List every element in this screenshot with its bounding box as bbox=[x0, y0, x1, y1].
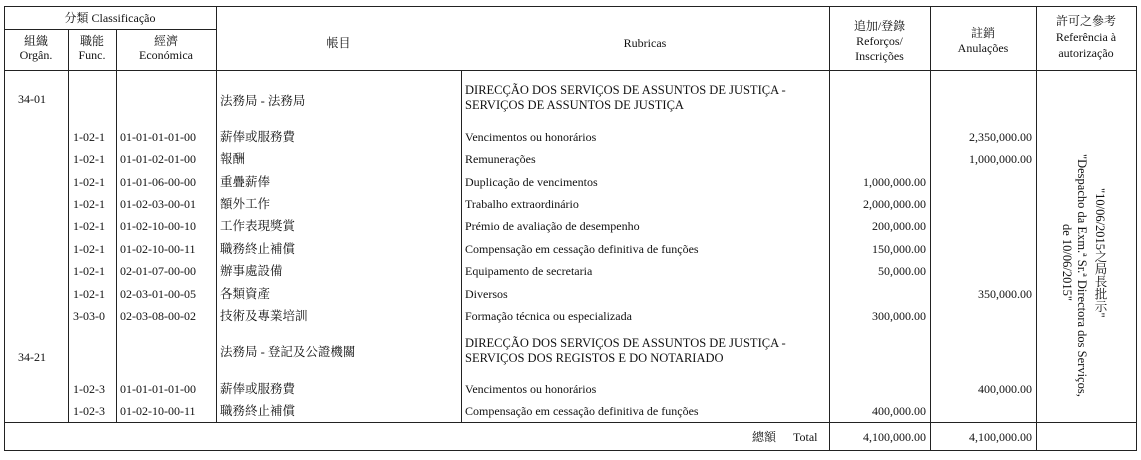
row-name-pt: Diversos bbox=[465, 287, 508, 301]
row-func-code: 1-02-1 bbox=[73, 219, 105, 233]
row-name-pt: Vencimentos ou honorários bbox=[465, 382, 597, 396]
rule-econ-rubric bbox=[216, 6, 217, 422]
header-reinforce-pt1: Reforços/ bbox=[856, 34, 903, 48]
rule-classification bbox=[4, 29, 216, 30]
row-econ-code: 02-03-01-00-05 bbox=[120, 287, 196, 301]
row-func-code: 1-02-1 bbox=[73, 197, 105, 211]
total-cancel: 4,100,000.00 bbox=[969, 430, 1032, 444]
header-cancel-zh: 註銷 bbox=[970, 26, 995, 40]
row-name-pt: Trabalho extraordinário bbox=[465, 197, 579, 211]
row-func-code: 1-02-1 bbox=[73, 175, 105, 189]
row-econ-code: 01-02-10-00-11 bbox=[120, 242, 196, 256]
row-econ-code: 02-03-08-00-02 bbox=[120, 309, 196, 323]
rule-top bbox=[4, 6, 1137, 7]
row-econ-code: 01-02-03-00-01 bbox=[120, 197, 196, 211]
header-func-zh: 職能 bbox=[79, 34, 104, 48]
row-econ-code: 01-02-10-00-11 bbox=[120, 404, 196, 418]
section-name-zh: 法務局 - 法務局 bbox=[220, 94, 306, 108]
total-label-pt: Total bbox=[793, 430, 818, 444]
row-econ-code: 01-01-02-01-00 bbox=[120, 152, 196, 166]
row-name-zh: 薪俸或服務費 bbox=[220, 130, 296, 144]
rule-org-func bbox=[68, 29, 69, 422]
section-org-code: 34-21 bbox=[18, 350, 46, 364]
rule-header-bottom bbox=[4, 70, 1137, 71]
row-name-zh: 職務終止補償 bbox=[220, 404, 296, 418]
row-reinforce: 300,000.00 bbox=[872, 309, 926, 323]
row-name-zh: 工作表現獎賞 bbox=[220, 219, 296, 233]
header-rubric-pt: Rubricas bbox=[623, 36, 667, 50]
rule-left bbox=[4, 6, 5, 451]
rule-right bbox=[1136, 6, 1137, 451]
row-cancel: 2,350,000.00 bbox=[969, 130, 1032, 144]
row-name-pt: Equipamento de secretaria bbox=[465, 264, 593, 278]
rule-total-top bbox=[4, 422, 1137, 423]
row-cancel: 1,000,000.00 bbox=[969, 152, 1032, 166]
row-name-pt: Duplicação de vencimentos bbox=[465, 175, 598, 189]
row-econ-code: 01-02-10-00-10 bbox=[120, 219, 196, 233]
section-name-pt: DIRECÇÃO DOS SERVIÇOS DE ASSUNTOS DE JUSTIÇA - bbox=[465, 336, 786, 350]
row-reinforce: 50,000.00 bbox=[878, 264, 926, 278]
row-func-code: 1-02-3 bbox=[73, 382, 105, 396]
rule-rubric-zh-pt bbox=[461, 70, 462, 422]
row-cancel: 400,000.00 bbox=[978, 382, 1032, 396]
header-reinforce-zh: 追加/登錄 bbox=[853, 19, 906, 33]
row-econ-code: 01-01-01-01-00 bbox=[120, 382, 196, 396]
row-reinforce: 150,000.00 bbox=[872, 242, 926, 256]
header-ref-zh: 許可之參考 bbox=[1055, 14, 1116, 28]
authorization-line2: "Despacho da Exm.ª Sr.ª Directora dos Serviços, bbox=[1075, 154, 1089, 397]
header-rubric-zh: 帳目 bbox=[326, 36, 351, 50]
section-name-pt: SERVIÇOS DE ASSUNTOS DE JUSTIÇA bbox=[465, 98, 684, 112]
header-org-pt: Orgân. bbox=[19, 48, 53, 62]
header-func-pt: Func. bbox=[78, 48, 106, 62]
row-econ-code: 01-01-01-01-00 bbox=[120, 130, 196, 144]
row-func-code: 1-02-1 bbox=[73, 287, 105, 301]
header-org-zh: 組織 bbox=[23, 34, 48, 48]
row-name-zh: 薪俸或服務費 bbox=[220, 382, 296, 396]
section-name-pt: SERVIÇOS DOS REGISTOS E DO NOTARIADO bbox=[465, 351, 724, 365]
row-reinforce: 2,000,000.00 bbox=[863, 197, 926, 211]
row-func-code: 1-02-1 bbox=[73, 152, 105, 166]
header-classification: 分類 Classificação bbox=[64, 11, 156, 25]
rule-cancel-ref bbox=[1036, 6, 1037, 451]
row-name-pt: Prémio de avaliação de desempenho bbox=[465, 219, 640, 233]
row-name-zh: 報酬 bbox=[220, 152, 246, 166]
authorization-line1: "10/06/2015之局長批示" bbox=[1093, 188, 1107, 318]
header-econ-zh: 經濟 bbox=[153, 34, 178, 48]
row-name-zh: 辦事處設備 bbox=[220, 264, 283, 278]
section-org-code: 34-01 bbox=[18, 92, 46, 106]
section-name-zh: 法務局 - 登記及公證機關 bbox=[220, 345, 356, 359]
row-name-zh: 各類資產 bbox=[220, 287, 271, 301]
row-reinforce: 1,000,000.00 bbox=[863, 175, 926, 189]
row-name-pt: Vencimentos ou honorários bbox=[465, 130, 597, 144]
total-reinforce: 4,100,000.00 bbox=[863, 430, 926, 444]
row-name-zh: 職務終止補償 bbox=[220, 242, 296, 256]
row-func-code: 3-03-0 bbox=[73, 309, 105, 323]
row-reinforce: 400,000.00 bbox=[872, 404, 926, 418]
rule-func-econ bbox=[116, 29, 117, 422]
row-name-pt: Compensação em cessação definitiva de funções bbox=[465, 404, 699, 418]
row-func-code: 1-02-1 bbox=[73, 242, 105, 256]
row-econ-code: 02-01-07-00-00 bbox=[120, 264, 196, 278]
row-func-code: 1-02-3 bbox=[73, 404, 105, 418]
header-econ-pt: Económica bbox=[139, 48, 193, 62]
row-econ-code: 01-01-06-00-00 bbox=[120, 175, 196, 189]
row-name-zh: 技術及專業培訓 bbox=[220, 309, 308, 323]
row-name-pt: Formação técnica ou especializada bbox=[465, 309, 632, 323]
row-name-pt: Remunerações bbox=[465, 152, 536, 166]
row-cancel: 350,000.00 bbox=[978, 287, 1032, 301]
total-label-zh: 總額 bbox=[752, 430, 777, 444]
row-func-code: 1-02-1 bbox=[73, 264, 105, 278]
header-reinforce-pt2: Inscrições bbox=[855, 49, 904, 63]
row-name-zh: 額外工作 bbox=[220, 197, 271, 211]
budget-table bbox=[4, 6, 1137, 451]
rule-bottom bbox=[4, 450, 1137, 451]
authorization-line3: de 10/06/2015" bbox=[1060, 224, 1074, 301]
header-ref-pt1: Referência à bbox=[1055, 30, 1117, 44]
header-cancel-pt: Anulações bbox=[957, 41, 1009, 55]
row-reinforce: 200,000.00 bbox=[872, 219, 926, 233]
header-ref-pt2: autorização bbox=[1058, 46, 1114, 60]
row-name-zh: 重疊薪俸 bbox=[220, 175, 271, 189]
section-name-pt: DIRECÇÃO DOS SERVIÇOS DE ASSUNTOS DE JUSTIÇA - bbox=[465, 83, 786, 97]
row-name-pt: Compensação em cessação definitiva de funções bbox=[465, 242, 699, 256]
row-func-code: 1-02-1 bbox=[73, 130, 105, 144]
